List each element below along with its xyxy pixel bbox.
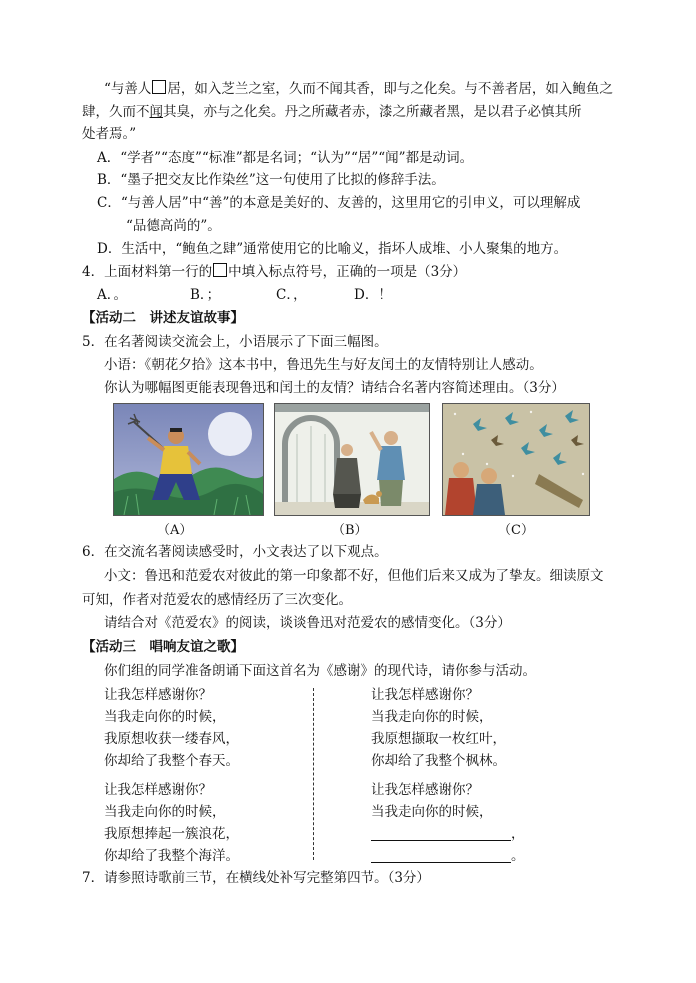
q3-option-c-line1: C．“与善人居”中“善”的本意是美好的、友善的，这里用它的引申义，可以理解成 [97, 195, 581, 211]
answer-blank[interactable] [371, 826, 511, 841]
caption-a: （A） [157, 523, 193, 538]
q7-stem: 7．请参照诗歌前三节，在横线处补写完整第四节。（3分） [82, 870, 430, 886]
stanza-3-line: 我原想捧起一簇浪花， [104, 826, 239, 842]
q3-option-a: A．“学者”“态度”“标准”都是名词；“认为”“居”“闻”都是动词。 [97, 150, 474, 166]
answer-blank[interactable] [371, 848, 511, 863]
stanza-3-line: 让我怎样感谢你？ [104, 782, 212, 798]
illustration-a [113, 403, 264, 516]
q4-option-b: B．； [190, 287, 221, 303]
q4-option-a: A．。 [97, 287, 127, 303]
stanza-4-line: 让我怎样感谢你？ [371, 782, 479, 798]
stanza-3-line: 你却给了我整个海洋。 [104, 848, 239, 864]
stanza-3-line: 当我走向你的时候， [104, 804, 226, 820]
q5-stem: 5．在名著阅读交流会上，小语展示了下面三幅图。 [82, 334, 388, 350]
passage-line-2: 肆，久而不闻其臭，亦与之化矣。丹之所藏者赤，漆之所藏者黑，是以君子必慎其所 [82, 104, 582, 120]
stanza-2-line: 我原想撷取一枚红叶， [371, 731, 506, 747]
column-divider [313, 688, 314, 860]
stanza-2-line: 让我怎样感谢你？ [371, 687, 479, 703]
caption-c: （C） [498, 523, 534, 538]
illustration-c [442, 403, 590, 516]
caption-b: （B） [332, 523, 368, 538]
q4-stem: 4．上面材料第一行的 中填入标点符号，正确的一项是（3分） [82, 264, 467, 280]
activity-3-title: 【活动三 唱响友谊之歌】 [82, 639, 244, 655]
punctuation-blank-box [213, 263, 227, 277]
stanza-2-line: 当我走向你的时候， [371, 709, 493, 725]
stanza-4-blank-line[interactable]: ， [371, 824, 525, 844]
activity-2-title: 【活动二 讲述友谊故事】 [82, 310, 244, 326]
q6-line-4: 请结合对《范爱农》的阅读，谈谈鲁迅对范爱农的感情变化。（3分） [104, 615, 511, 631]
passage-line-3: 处者焉。” [82, 126, 137, 142]
q5-line-2: 小语：《朝花夕拾》这本书中，鲁迅先生与好友闰土的友情特别让人感动。 [104, 357, 543, 373]
q6-line-2: 小文：鲁迅和范爱农对彼此的第一印象都不好，但他们后来又成为了挚友。细读原文 [104, 568, 604, 584]
stanza-1-line: 当我走向你的时候， [104, 709, 226, 725]
q4-option-d: D．！ [354, 287, 392, 303]
q3-option-c-line2: “品德高尚的”。 [126, 218, 221, 234]
stanza-1-line: 让我怎样感谢你？ [104, 687, 212, 703]
illustration-b [274, 403, 430, 516]
poem-intro: 你们组的同学准备朗诵下面这首名为《感谢》的现代诗，请你参与活动。 [104, 663, 536, 679]
q5-line-3: 你认为哪幅图更能表现鲁迅和闰土的友情？请结合名著内容简述理由。（3分） [104, 380, 565, 396]
punctuation-blank-box [152, 80, 166, 94]
passage-line-1: “与善人 居，如入芝兰之室，久而不闻其香，即与之化矣。与不善者居，如入鲍鱼之 [104, 81, 613, 97]
stanza-4-blank-line[interactable]: 。 [371, 846, 525, 866]
stanza-4-line: 当我走向你的时候， [371, 804, 493, 820]
stanza-1-line: 我原想收获一缕春风， [104, 731, 239, 747]
stanza-1-line: 你却给了我整个春天。 [104, 753, 239, 769]
q6-stem: 6．在交流名著阅读感受时，小文表达了以下观点。 [82, 544, 388, 560]
q3-option-b: B．“墨子把交友比作染丝”这一句使用了比拟的修辞手法。 [97, 172, 445, 188]
q3-option-d: D．生活中，“鲍鱼之肆”通常使用它的比喻义，指坏人成堆、小人聚集的地方。 [97, 241, 568, 257]
stanza-2-line: 你却给了我整个枫林。 [371, 753, 506, 769]
q6-line-3: 可知，作者对范爱农的感情经历了三次变化。 [82, 592, 352, 608]
q4-option-c: C．， [276, 287, 307, 303]
